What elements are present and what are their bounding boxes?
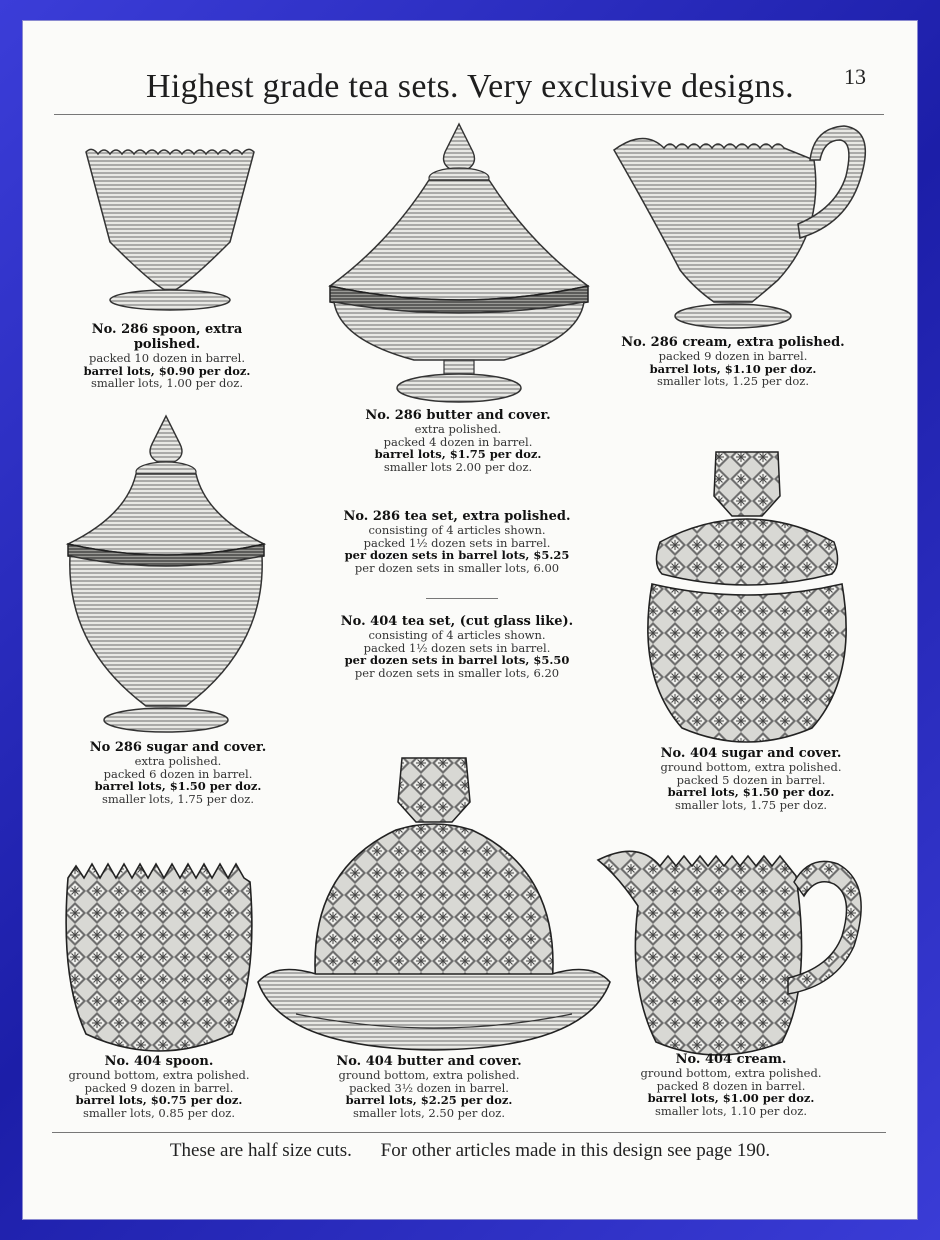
cream-404-smaller-price: smaller lots, 1.10 per doz. (655, 1103, 807, 1118)
footer-note (22, 1140, 918, 1162)
butter-286-illustration (328, 124, 590, 406)
teaset-286-barrel-price: per dozen sets in barrel lots, $5.25 (344, 548, 570, 563)
cream-286-illustration (614, 120, 864, 334)
sugar-286-caption (68, 740, 288, 805)
spoon-404-finish: ground bottom, extra polished. (68, 1068, 250, 1082)
footer-reference-note: For other articles made in this design see page 190. (380, 1140, 771, 1161)
teaset-404-title: No. 404 tea set, (cut glass like). (340, 614, 574, 629)
cream-404-illustration (598, 836, 868, 1068)
teaset-286-contents: consisting of 4 articles shown. (368, 523, 546, 537)
teaset-404-barrel-price: per dozen sets in barrel lots, $5.50 (344, 653, 570, 668)
teaset-404-contents: consisting of 4 articles shown. (368, 628, 546, 642)
butter-404-caption (318, 1054, 540, 1119)
sugar-286-packing: packed 6 dozen in barrel. (103, 766, 253, 781)
spoon-286-illustration (80, 132, 260, 312)
sugar-286-illustration (66, 416, 266, 738)
cream-404-barrel-price: barrel lots, $1.00 per doz. (647, 1091, 815, 1106)
cream-286-barrel-price: barrel lots, $1.10 per doz. (649, 361, 817, 376)
teaset-286-smaller-price: per dozen sets in smaller lots, 6.00 (354, 560, 560, 575)
teaset-divider (426, 598, 498, 599)
spoon-286-smaller-price: smaller lots, 1.00 per doz. (91, 376, 243, 391)
catalog-page (22, 20, 918, 1220)
sugar-286-finish: extra polished. (134, 754, 222, 768)
teaset-404-smaller-price: per dozen sets in smaller lots, 6.20 (354, 665, 560, 680)
cream-404-packing: packed 8 dozen in barrel. (656, 1078, 806, 1093)
butter-404-barrel-price: barrel lots, $2.25 per doz. (345, 1093, 513, 1108)
cream-286-packing: packed 9 dozen in barrel. (658, 349, 808, 363)
spoon-404-illustration (64, 858, 254, 1068)
spoon-286-title: No. 286 spoon, extra polished. (91, 322, 243, 352)
teaset-286-packing: packed 1½ dozen sets in barrel. (363, 535, 551, 550)
butter-286-barrel-price: barrel lots, $1.75 per doz. (374, 447, 542, 462)
sugar-286-barrel-price: barrel lots, $1.50 per doz. (94, 779, 262, 794)
butter-404-illustration (256, 752, 612, 1052)
sugar-286-title: No 286 sugar and cover. (89, 740, 267, 755)
teaset-404-packing: packed 1½ dozen sets in barrel. (363, 640, 551, 655)
spoon-404-packing: packed 9 dozen in barrel. (84, 1080, 234, 1095)
page-number: 13 (844, 64, 866, 89)
spoon-404-title: No. 404 spoon. (104, 1054, 214, 1069)
butter-404-title: No. 404 butter and cover. (336, 1054, 522, 1069)
sugar-404-smaller-price: smaller lots, 1.75 per doz. (675, 797, 827, 812)
teaset-286-caption (336, 509, 578, 574)
cream-286-smaller-price: smaller lots, 1.25 per doz. (657, 374, 809, 389)
cream-286-title: No. 286 cream, extra polished. (621, 335, 845, 350)
sugar-404-barrel-price: barrel lots, $1.50 per doz. (667, 785, 835, 800)
cream-404-title: No. 404 cream. (675, 1052, 787, 1067)
butter-286-smaller-price: smaller lots 2.00 per doz. (383, 459, 533, 474)
teaset-404-caption (336, 614, 578, 679)
footer-scale-note: These are half size cuts. (169, 1140, 352, 1161)
butter-286-title: No. 286 butter and cover. (365, 408, 551, 423)
spoon-286-packing: packed 10 dozen in barrel. (88, 351, 246, 365)
sugar-404-title: No. 404 sugar and cover. (660, 746, 842, 761)
sugar-404-illustration (642, 446, 852, 756)
cream-286-caption (618, 335, 848, 388)
butter-404-smaller-price: smaller lots, 2.50 per doz. (353, 1105, 505, 1120)
butter-286-caption (340, 408, 576, 473)
spoon-286-caption (62, 322, 272, 390)
cream-404-finish: ground bottom, extra polished. (640, 1066, 822, 1080)
header-rule (54, 114, 884, 115)
sugar-404-finish: ground bottom, extra polished. (660, 760, 842, 774)
butter-286-packing: packed 4 dozen in barrel. (383, 434, 533, 449)
cream-404-caption (620, 1052, 842, 1117)
sugar-404-caption (636, 746, 866, 811)
teaset-286-title: No. 286 tea set, extra polished. (343, 509, 571, 524)
sugar-404-packing: packed 5 dozen in barrel. (676, 772, 826, 787)
spoon-286-barrel-price: barrel lots, $0.90 per doz. (83, 363, 251, 378)
footer-rule (52, 1132, 886, 1133)
spoon-404-caption (52, 1054, 266, 1119)
butter-404-packing: packed 3½ dozen in barrel. (349, 1080, 509, 1095)
butter-286-finish: extra polished. (414, 422, 502, 436)
page-title: Highest grade tea sets. Very exclusive designs. (146, 68, 794, 105)
butter-404-finish: ground bottom, extra polished. (338, 1068, 520, 1082)
spoon-404-barrel-price: barrel lots, $0.75 per doz. (75, 1093, 243, 1108)
sugar-286-smaller-price: smaller lots, 1.75 per doz. (102, 791, 254, 806)
spoon-404-smaller-price: smaller lots, 0.85 per doz. (83, 1105, 235, 1120)
